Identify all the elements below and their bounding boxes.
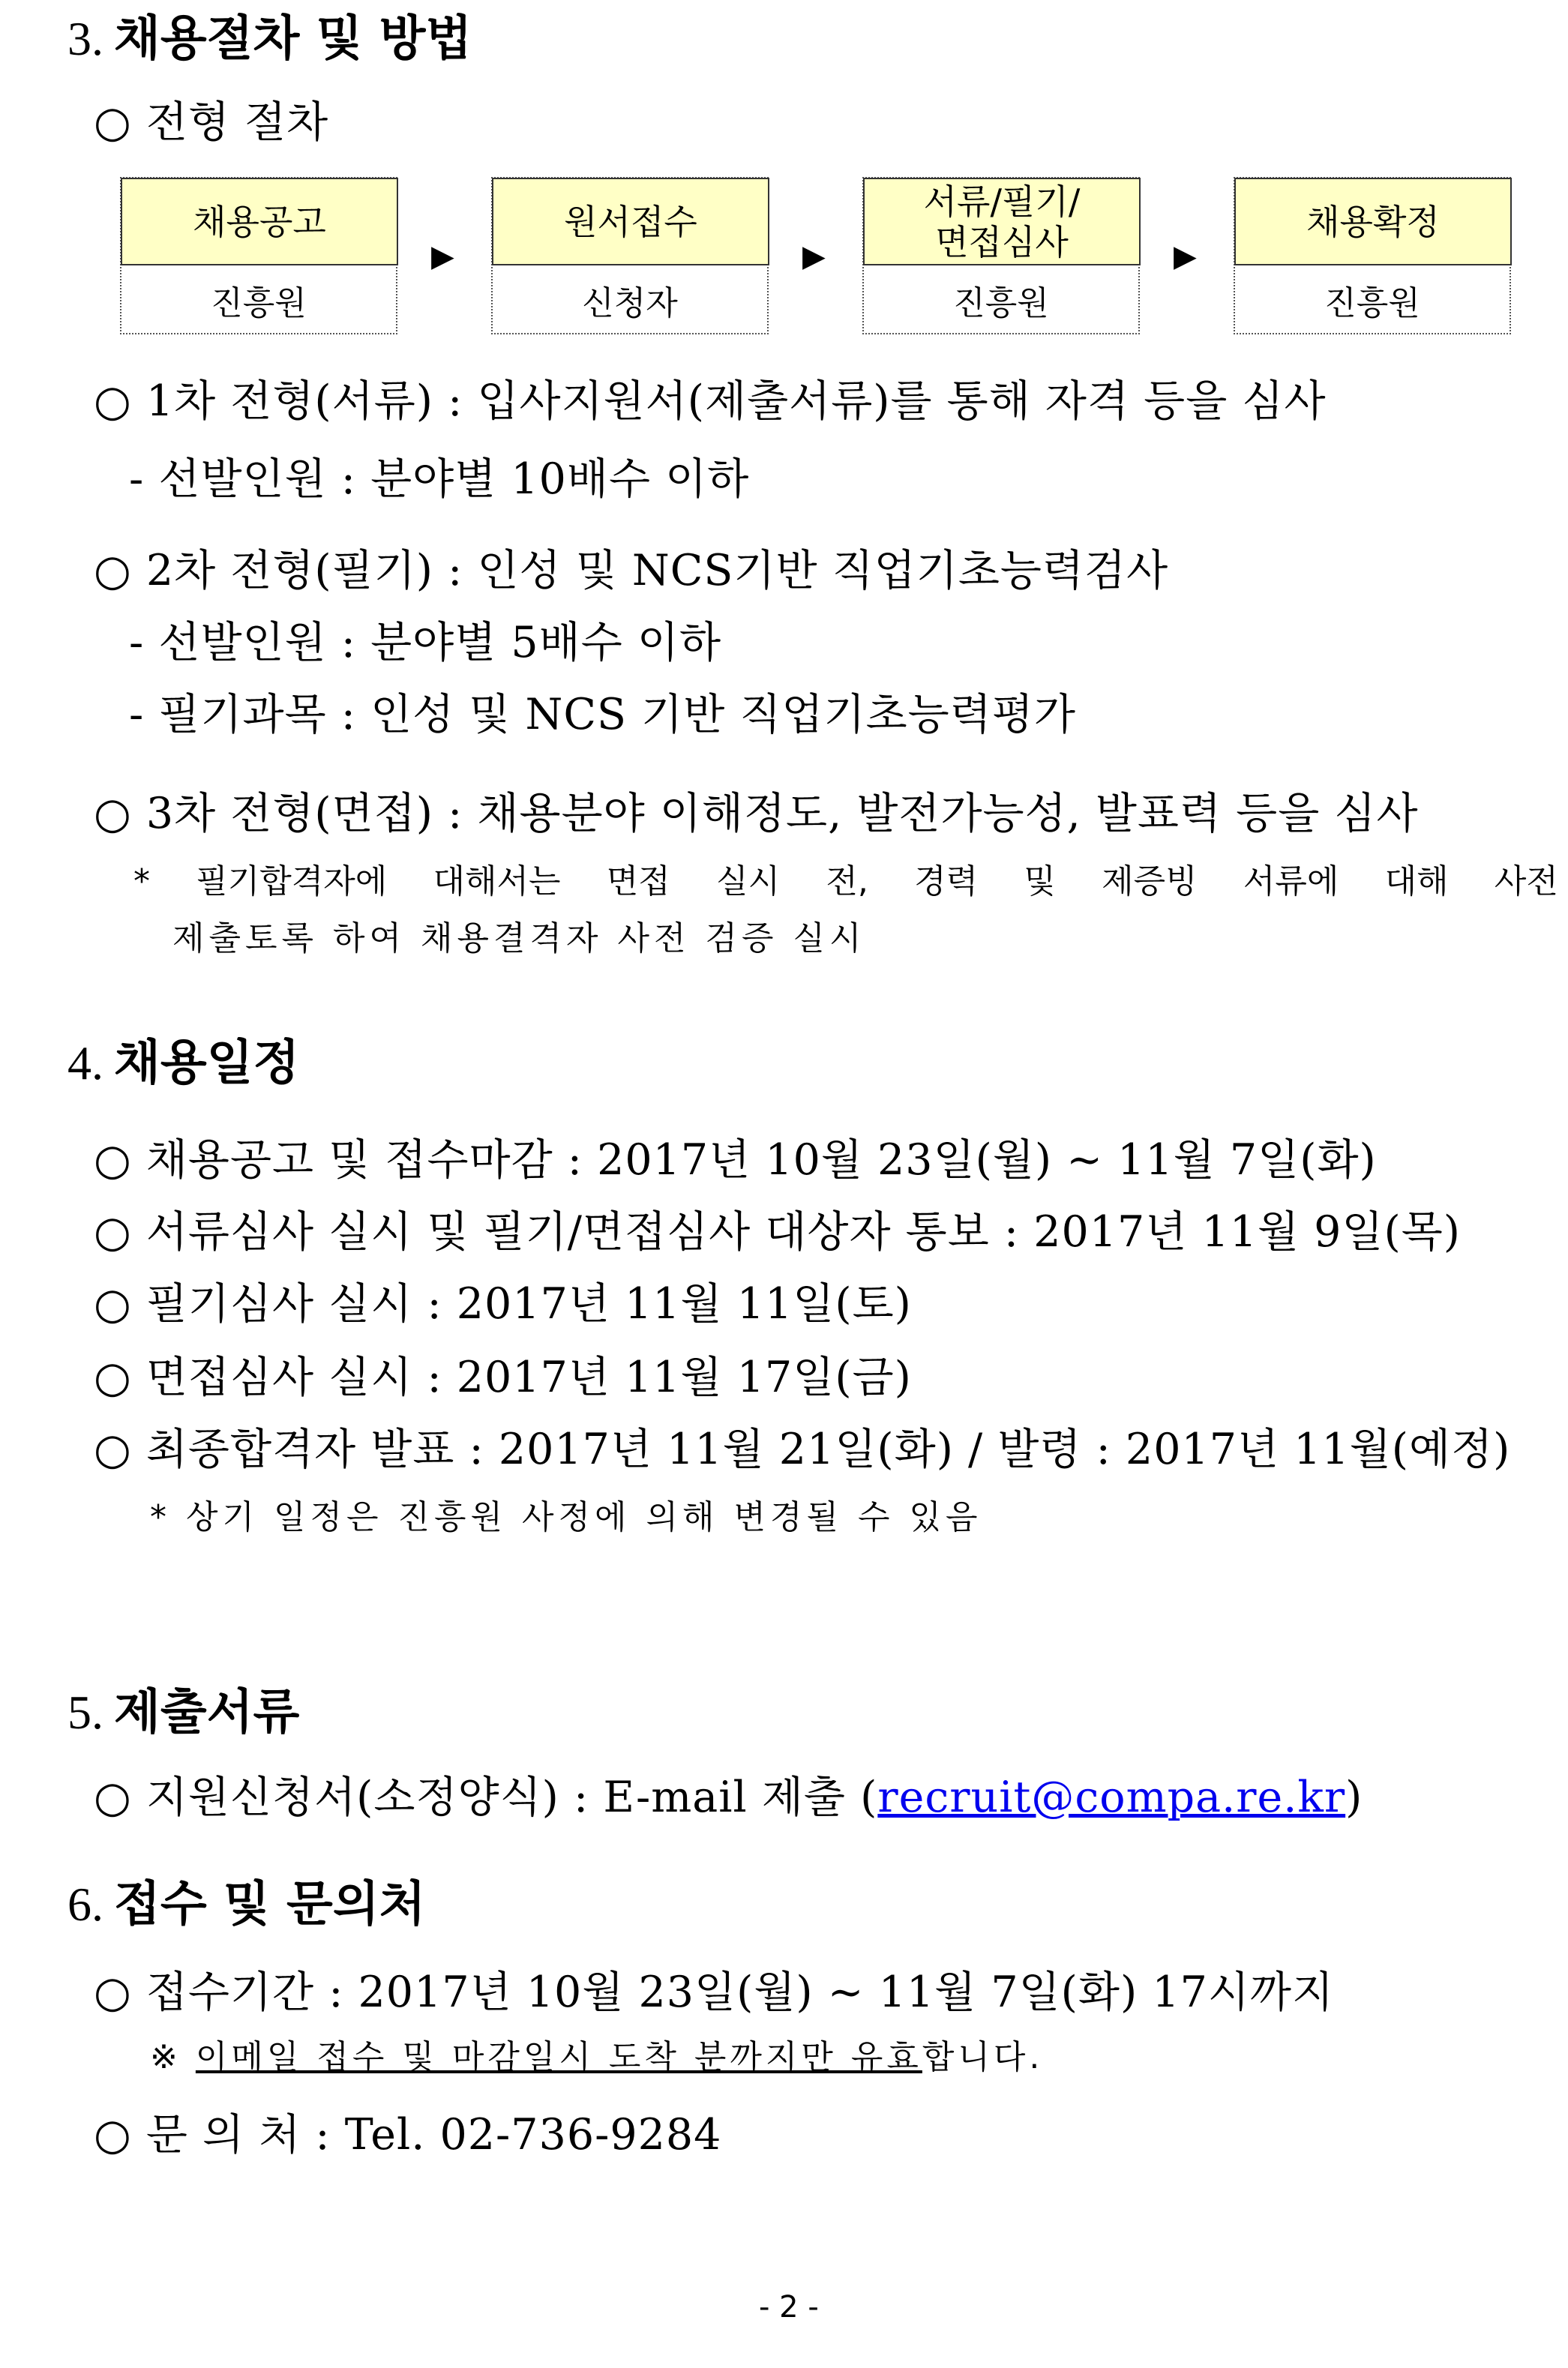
step-foot: 진흥원 bbox=[953, 284, 1049, 322]
step-head: 서류/필기/ 면접심사 bbox=[863, 178, 1141, 265]
note-word: 면접 bbox=[606, 862, 670, 901]
reception-note-rest: 합니다. bbox=[922, 2038, 1044, 2076]
step-head: 채용공고 bbox=[121, 178, 398, 265]
note-word: 및 bbox=[1024, 862, 1056, 901]
schedule-item-5: ○ 최종합격자 발표 : 2017년 11월 21일(화) / 발령 : 2017년 11월(예정) bbox=[94, 1425, 1511, 1474]
step-box-1 bbox=[120, 177, 397, 334]
step-head: 원서접수 bbox=[492, 178, 769, 265]
step-box-3 bbox=[862, 177, 1140, 334]
note-word: 대해 bbox=[1384, 862, 1449, 901]
note-word: 서류에 bbox=[1243, 862, 1339, 901]
section-3-heading bbox=[67, 10, 472, 67]
note-word: 대해서는 bbox=[433, 862, 561, 901]
step-foot: 진흥원 bbox=[1324, 284, 1420, 322]
submission-close: ) bbox=[1345, 1773, 1363, 1822]
note-word: 필기합격자에 bbox=[196, 862, 388, 901]
stage2-sub2: - 필기과목 : 인성 및 NCS 기반 직업기초능력평가 bbox=[129, 690, 1076, 739]
step-head: 채용확정 bbox=[1234, 178, 1512, 265]
section-title: 제출서류 bbox=[114, 1685, 300, 1740]
schedule-item-3: ○ 필기심사 실시 : 2017년 11월 11일(토) bbox=[94, 1279, 912, 1329]
stage3-note-line1 bbox=[133, 859, 1558, 904]
schedule-note: * 상기 일정은 진흥원 사정에 의해 변경될 수 있음 bbox=[150, 1498, 982, 1536]
stage3-note-line2: 제출토록 하여 채용결격자 사전 검증 실시 bbox=[172, 919, 866, 958]
flow-arrow-icon: ▶ bbox=[431, 239, 454, 274]
section-title: 접수 및 문의처 bbox=[114, 1877, 426, 1932]
stage2-sub1: - 선발인원 : 분야별 5배수 이하 bbox=[129, 618, 722, 667]
stage1-line: ○ 1차 전형(서류) : 입사지원서(제출서류)를 통해 자격 등을 심사 bbox=[94, 376, 1327, 426]
flow-arrow-icon: ▶ bbox=[1174, 239, 1197, 274]
page-number: - 2 - bbox=[759, 2290, 819, 2325]
submission-text: ○ 지원신청서(소정양식) : E-mail 제출 ( bbox=[94, 1773, 878, 1822]
reception-note bbox=[150, 2035, 1043, 2080]
section-number: 4. bbox=[67, 1036, 103, 1090]
step-box-4 bbox=[1234, 177, 1511, 334]
stage3-line: ○ 3차 전형(면접) : 채용분야 이해정도, 발전가능성, 발표력 등을 심사 bbox=[94, 789, 1419, 838]
stage2-line: ○ 2차 전형(필기) : 인성 및 NCS기반 직업기초능력검사 bbox=[94, 546, 1169, 595]
procedure-heading: ○ 전형 절차 bbox=[94, 97, 329, 147]
schedule-item-2: ○ 서류심사 실시 및 필기/면접심사 대상자 통보 : 2017년 11월 9일(목) bbox=[94, 1207, 1462, 1257]
section-number: 5. bbox=[67, 1686, 103, 1739]
submission-item bbox=[94, 1771, 1363, 1824]
stage1-sub1: - 선발인원 : 분야별 10배수 이하 bbox=[129, 454, 750, 504]
reception-note-underlined: 이메일 접수 및 마감일시 도착 분까지만 유효 bbox=[195, 2038, 922, 2076]
section-number: 3. bbox=[67, 12, 103, 65]
schedule-item-4: ○ 면접심사 실시 : 2017년 11월 17일(금) bbox=[94, 1353, 912, 1402]
note-word: 제증빙 bbox=[1102, 862, 1198, 901]
contact-line: ○ 문 의 처 : Tel. 02-736-9284 bbox=[94, 2110, 722, 2160]
note-word: 실시 bbox=[716, 862, 781, 901]
step-box-2 bbox=[491, 177, 769, 334]
note-word: 전, bbox=[826, 862, 868, 901]
flow-arrow-icon: ▶ bbox=[802, 239, 826, 274]
reference-mark: ※ bbox=[150, 2038, 181, 2076]
section-5-heading bbox=[67, 1684, 299, 1741]
step-foot: 진흥원 bbox=[211, 284, 307, 322]
note-word: * bbox=[133, 862, 150, 901]
email-link[interactable]: recruit@compa.re.kr bbox=[877, 1773, 1346, 1822]
section-6-heading bbox=[67, 1876, 426, 1933]
step-foot: 신청자 bbox=[582, 284, 678, 322]
section-4-heading bbox=[67, 1035, 299, 1092]
section-number: 6. bbox=[67, 1878, 103, 1931]
section-title: 채용절차 및 방법 bbox=[114, 11, 472, 67]
section-title: 채용일정 bbox=[114, 1036, 300, 1091]
reception-period: ○ 접수기간 : 2017년 10월 23일(월) ~ 11월 7일(화) 17시까지 bbox=[94, 1968, 1335, 2017]
schedule-item-1: ○ 채용공고 및 접수마감 : 2017년 10월 23일(월) ~ 11월 7일(화) bbox=[94, 1135, 1377, 1185]
note-word: 사전 bbox=[1494, 862, 1558, 901]
note-word: 경력 bbox=[914, 862, 979, 901]
